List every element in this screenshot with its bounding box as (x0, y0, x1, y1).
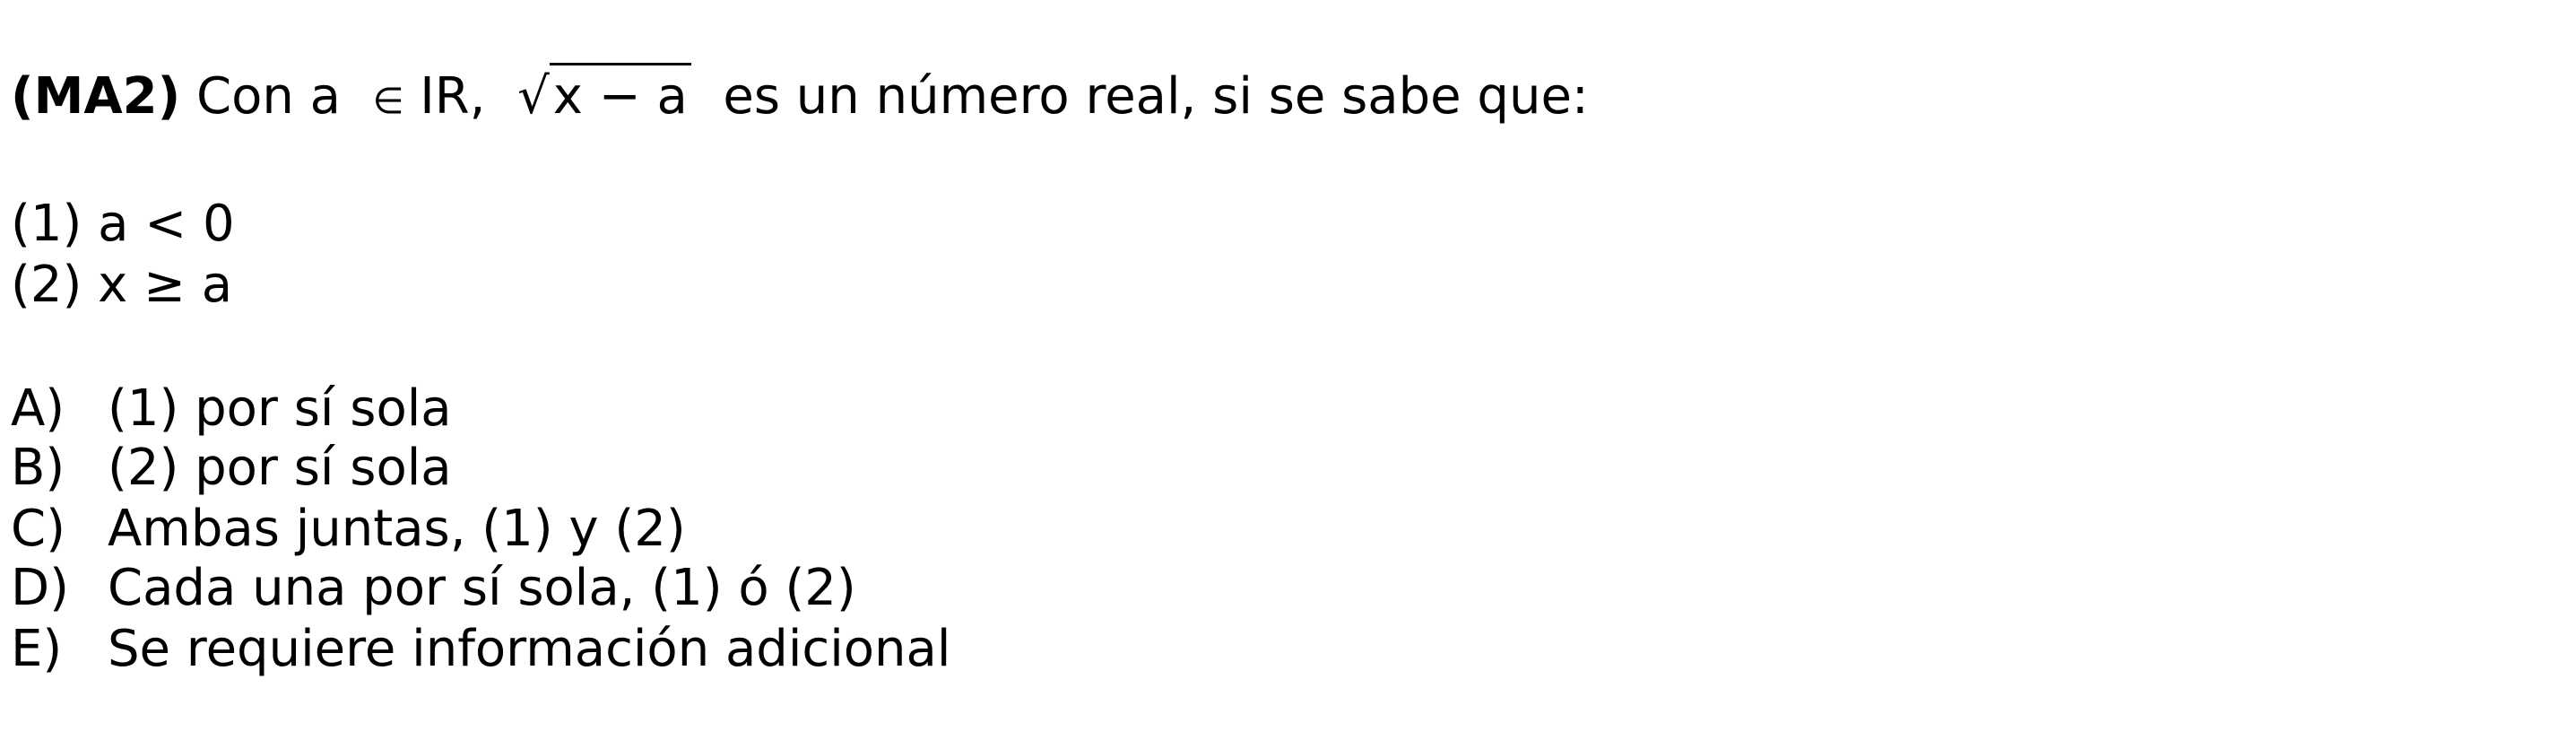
condition-1 (11, 195, 235, 253)
question-code: (MA2) (11, 67, 181, 126)
question-text-after: es un número real, si se sabe que: (707, 67, 1589, 126)
option-text: (2) por sí sola (108, 439, 452, 497)
condition-text: x ≥ a (98, 256, 233, 314)
option-letter: D) (11, 559, 69, 617)
option-text: (1) por sí sola (108, 379, 452, 438)
element-of-symbol: ∈ (372, 81, 404, 122)
question-stem (11, 67, 1589, 126)
square-root-expression (517, 67, 691, 126)
radicand: x − a (550, 63, 691, 126)
option-letter: C) (11, 500, 65, 558)
option-e[interactable] (11, 620, 951, 678)
option-text: Se requiere información adicional (108, 620, 951, 678)
option-b[interactable] (11, 439, 452, 497)
option-a[interactable] (11, 379, 452, 438)
option-c[interactable] (11, 500, 686, 558)
radical-sign: √ (517, 67, 550, 126)
option-d[interactable] (11, 559, 856, 617)
option-letter: E) (11, 620, 63, 678)
option-letter: B) (11, 439, 65, 497)
option-text: Ambas juntas, (1) y (2) (108, 500, 686, 558)
question-text-before: Con a (180, 67, 357, 126)
condition-label: (2) (11, 256, 82, 314)
option-letter: A) (11, 379, 65, 438)
option-text: Cada una por sí sola, (1) ó (2) (108, 559, 856, 617)
condition-text: a < 0 (98, 195, 235, 253)
real-set: IR, (403, 67, 502, 126)
condition-2 (11, 256, 233, 314)
condition-label: (1) (11, 195, 82, 253)
